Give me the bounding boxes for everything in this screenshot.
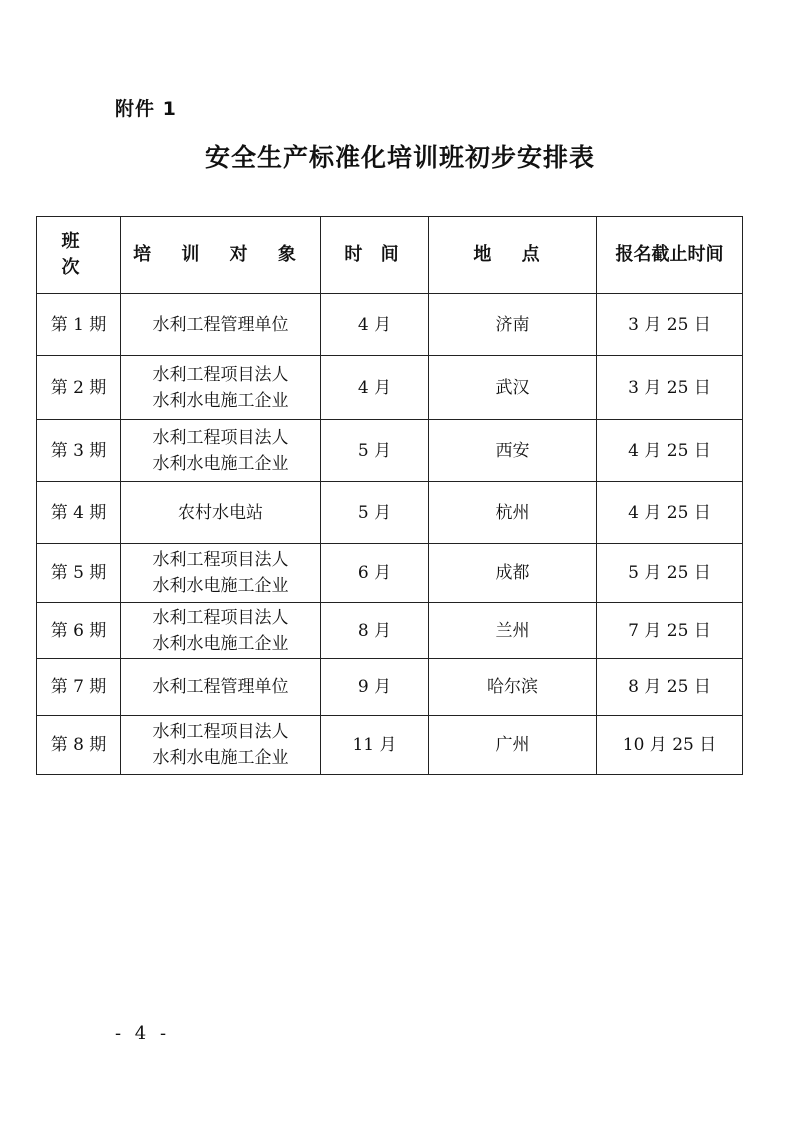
deadline-cell: 4 月 25 日: [597, 482, 743, 544]
deadline-cell: 4 月 25 日: [597, 420, 743, 482]
target-line: 水利工程项目法人: [152, 427, 289, 448]
page-number: - 4 -: [115, 1023, 171, 1044]
column-header-deadline: 报名截止时间: [597, 217, 743, 294]
targets-cell: [121, 482, 321, 544]
column-header-targets: 培 训 对 象: [121, 217, 321, 294]
session-cell: 第 3 期: [37, 420, 121, 482]
targets-cell: [121, 294, 321, 356]
table-row: [37, 482, 743, 544]
session-cell: 第 5 期: [37, 544, 121, 603]
target-line: 水利工程项目法人: [152, 364, 289, 385]
session-cell: 第 7 期: [37, 659, 121, 716]
time-cell: 4 月: [321, 294, 429, 356]
targets-cell: [121, 659, 321, 716]
location-cell: 成都: [429, 544, 597, 603]
deadline-cell: 3 月 25 日: [597, 356, 743, 420]
session-cell: 第 6 期: [37, 603, 121, 659]
target-line: 水利工程项目法人: [152, 550, 289, 570]
table-row: [37, 420, 743, 482]
session-cell: 第 1 期: [37, 294, 121, 356]
session-cell: 第 4 期: [37, 482, 121, 544]
location-cell: 杭州: [429, 482, 597, 544]
location-cell: 广州: [429, 716, 597, 775]
table-row: [37, 603, 743, 659]
deadline-cell: 10 月 25 日: [597, 716, 743, 775]
time-cell: 5 月: [321, 420, 429, 482]
deadline-cell: 5 月 25 日: [597, 544, 743, 603]
time-cell: 9 月: [321, 659, 429, 716]
table-row: [37, 356, 743, 420]
table-body: [37, 294, 743, 775]
session-cell: 第 8 期: [37, 716, 121, 775]
target-line: 水利工程项目法人: [152, 722, 289, 742]
targets-cell: [121, 544, 321, 603]
location-cell: 济南: [429, 294, 597, 356]
location-cell: 西安: [429, 420, 597, 482]
time-cell: 6 月: [321, 544, 429, 603]
table-row: [37, 294, 743, 356]
table-row: [37, 659, 743, 716]
column-header-time: 时 间: [321, 217, 429, 294]
session-cell: 第 2 期: [37, 356, 121, 420]
deadline-cell: 7 月 25 日: [597, 603, 743, 659]
deadline-cell: 8 月 25 日: [597, 659, 743, 716]
column-header-session: 班 次: [37, 217, 121, 294]
target-line: 水利水电施工企业: [152, 748, 289, 768]
time-cell: 11 月: [321, 716, 429, 775]
table-row: [37, 716, 743, 775]
attachment-label: 附件 1: [115, 98, 177, 120]
location-cell: 兰州: [429, 603, 597, 659]
time-cell: 4 月: [321, 356, 429, 420]
target-line: 水利水电施工企业: [152, 453, 289, 474]
deadline-cell: 3 月 25 日: [597, 294, 743, 356]
table-header-row: [37, 217, 743, 294]
location-cell: 武汉: [429, 356, 597, 420]
column-header-location: 地 点: [429, 217, 597, 294]
target-line: 水利工程管理单位: [152, 314, 289, 335]
table-row: [37, 544, 743, 603]
targets-cell: [121, 603, 321, 659]
target-line: 水利水电施工企业: [152, 390, 289, 411]
target-line: 水利水电施工企业: [152, 576, 289, 596]
training-schedule-table: [36, 216, 743, 775]
targets-cell: [121, 716, 321, 775]
time-cell: 5 月: [321, 482, 429, 544]
target-line: 水利工程项目法人: [152, 607, 289, 628]
target-line: 水利水电施工企业: [152, 633, 289, 654]
location-cell: 哈尔滨: [429, 659, 597, 716]
target-line: 农村水电站: [178, 502, 263, 523]
targets-cell: [121, 420, 321, 482]
document-title: 安全生产标准化培训班初步安排表: [204, 143, 595, 172]
target-line: 水利工程管理单位: [152, 677, 289, 697]
time-cell: 8 月: [321, 603, 429, 659]
targets-cell: [121, 356, 321, 420]
